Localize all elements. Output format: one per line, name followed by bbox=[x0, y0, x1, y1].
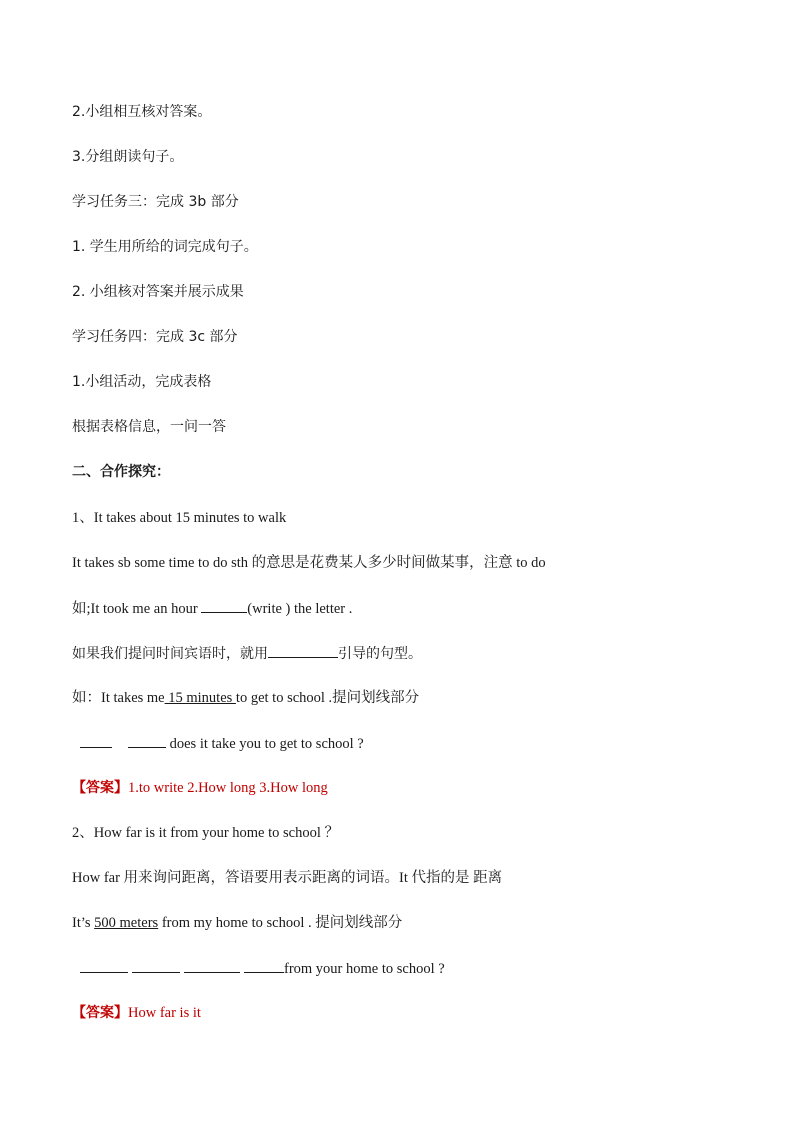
task-three-step-1: 1. 学生用所给的词完成句子。 bbox=[72, 239, 258, 255]
answer-label: 【答案】 bbox=[72, 1005, 128, 1021]
example-text-end: (write ) the letter . bbox=[247, 601, 353, 617]
example-text-end: to get to school .提问划线部分 bbox=[235, 690, 420, 706]
answer-text: 1.to write 2.How long 3.How long bbox=[128, 780, 328, 796]
point-1-heading: 1、It takes about 15 minutes to walk bbox=[72, 510, 287, 526]
fill-blank[interactable] bbox=[268, 643, 338, 658]
fill-blank[interactable] bbox=[128, 733, 166, 748]
fill-blank[interactable] bbox=[201, 598, 247, 613]
question-how-far bbox=[72, 958, 754, 979]
underlined-time: 15 minutes bbox=[164, 690, 236, 706]
fill-blank[interactable] bbox=[80, 958, 128, 973]
point-1-explanation: It takes sb some time to do sth 的意思是花费某人多少时间做某事，注意 to do bbox=[72, 555, 546, 571]
example-text-start: 如;It took me an hour bbox=[72, 601, 202, 617]
task-four-step-2: 根据表格信息，一问一答 bbox=[72, 419, 226, 435]
underlined-distance: 500 meters bbox=[94, 915, 159, 931]
fill-blank[interactable] bbox=[132, 958, 180, 973]
fill-blank[interactable] bbox=[184, 958, 240, 973]
question-text: does it take you to get to school ? bbox=[166, 736, 364, 752]
example-text-end: from my home to school . 提问划线部分 bbox=[158, 915, 403, 931]
task-three-heading: 学习任务三：完成 3b 部分 bbox=[72, 194, 239, 210]
answer-label: 【答案】 bbox=[72, 780, 128, 796]
answer-text: How far is it bbox=[128, 1005, 201, 1021]
example-text-start: 如：It takes me bbox=[72, 690, 165, 706]
task-three-step-2: 2. 小组核对答案并展示成果 bbox=[72, 284, 244, 300]
point-2-explanation: How far 用来询问距离，答语要用表示距离的词语。It 代指的是 距离 bbox=[72, 870, 503, 886]
task-four-step-1: 1.小组活动，完成表格 bbox=[72, 374, 212, 390]
question-how-long bbox=[72, 733, 754, 754]
step-2-check-answers: 2.小组相互核对答案。 bbox=[72, 104, 212, 120]
time-question-rule bbox=[72, 643, 754, 664]
answer-2 bbox=[72, 1003, 754, 1023]
answer-1 bbox=[72, 778, 754, 798]
point-2-heading: 2、How far is it from your home to school ？ bbox=[72, 825, 340, 841]
task-four-heading: 学习任务四：完成 3c 部分 bbox=[72, 329, 238, 345]
fill-blank[interactable] bbox=[80, 733, 112, 748]
fill-blank[interactable] bbox=[244, 958, 284, 973]
question-text: from your home to school ? bbox=[284, 961, 445, 977]
example-distance bbox=[72, 913, 754, 933]
rule-text-start: 如果我们提问时间宾语时，就用 bbox=[72, 646, 268, 662]
example-text-start: It’s bbox=[72, 915, 95, 931]
step-3-read-sentences: 3.分组朗读句子。 bbox=[72, 149, 184, 165]
rule-text-end: 引导的句型。 bbox=[338, 646, 422, 662]
example-get-to-school bbox=[72, 688, 754, 708]
section-cooperative-inquiry: 二、合作探究： bbox=[72, 464, 170, 480]
example-write-letter bbox=[72, 598, 754, 619]
